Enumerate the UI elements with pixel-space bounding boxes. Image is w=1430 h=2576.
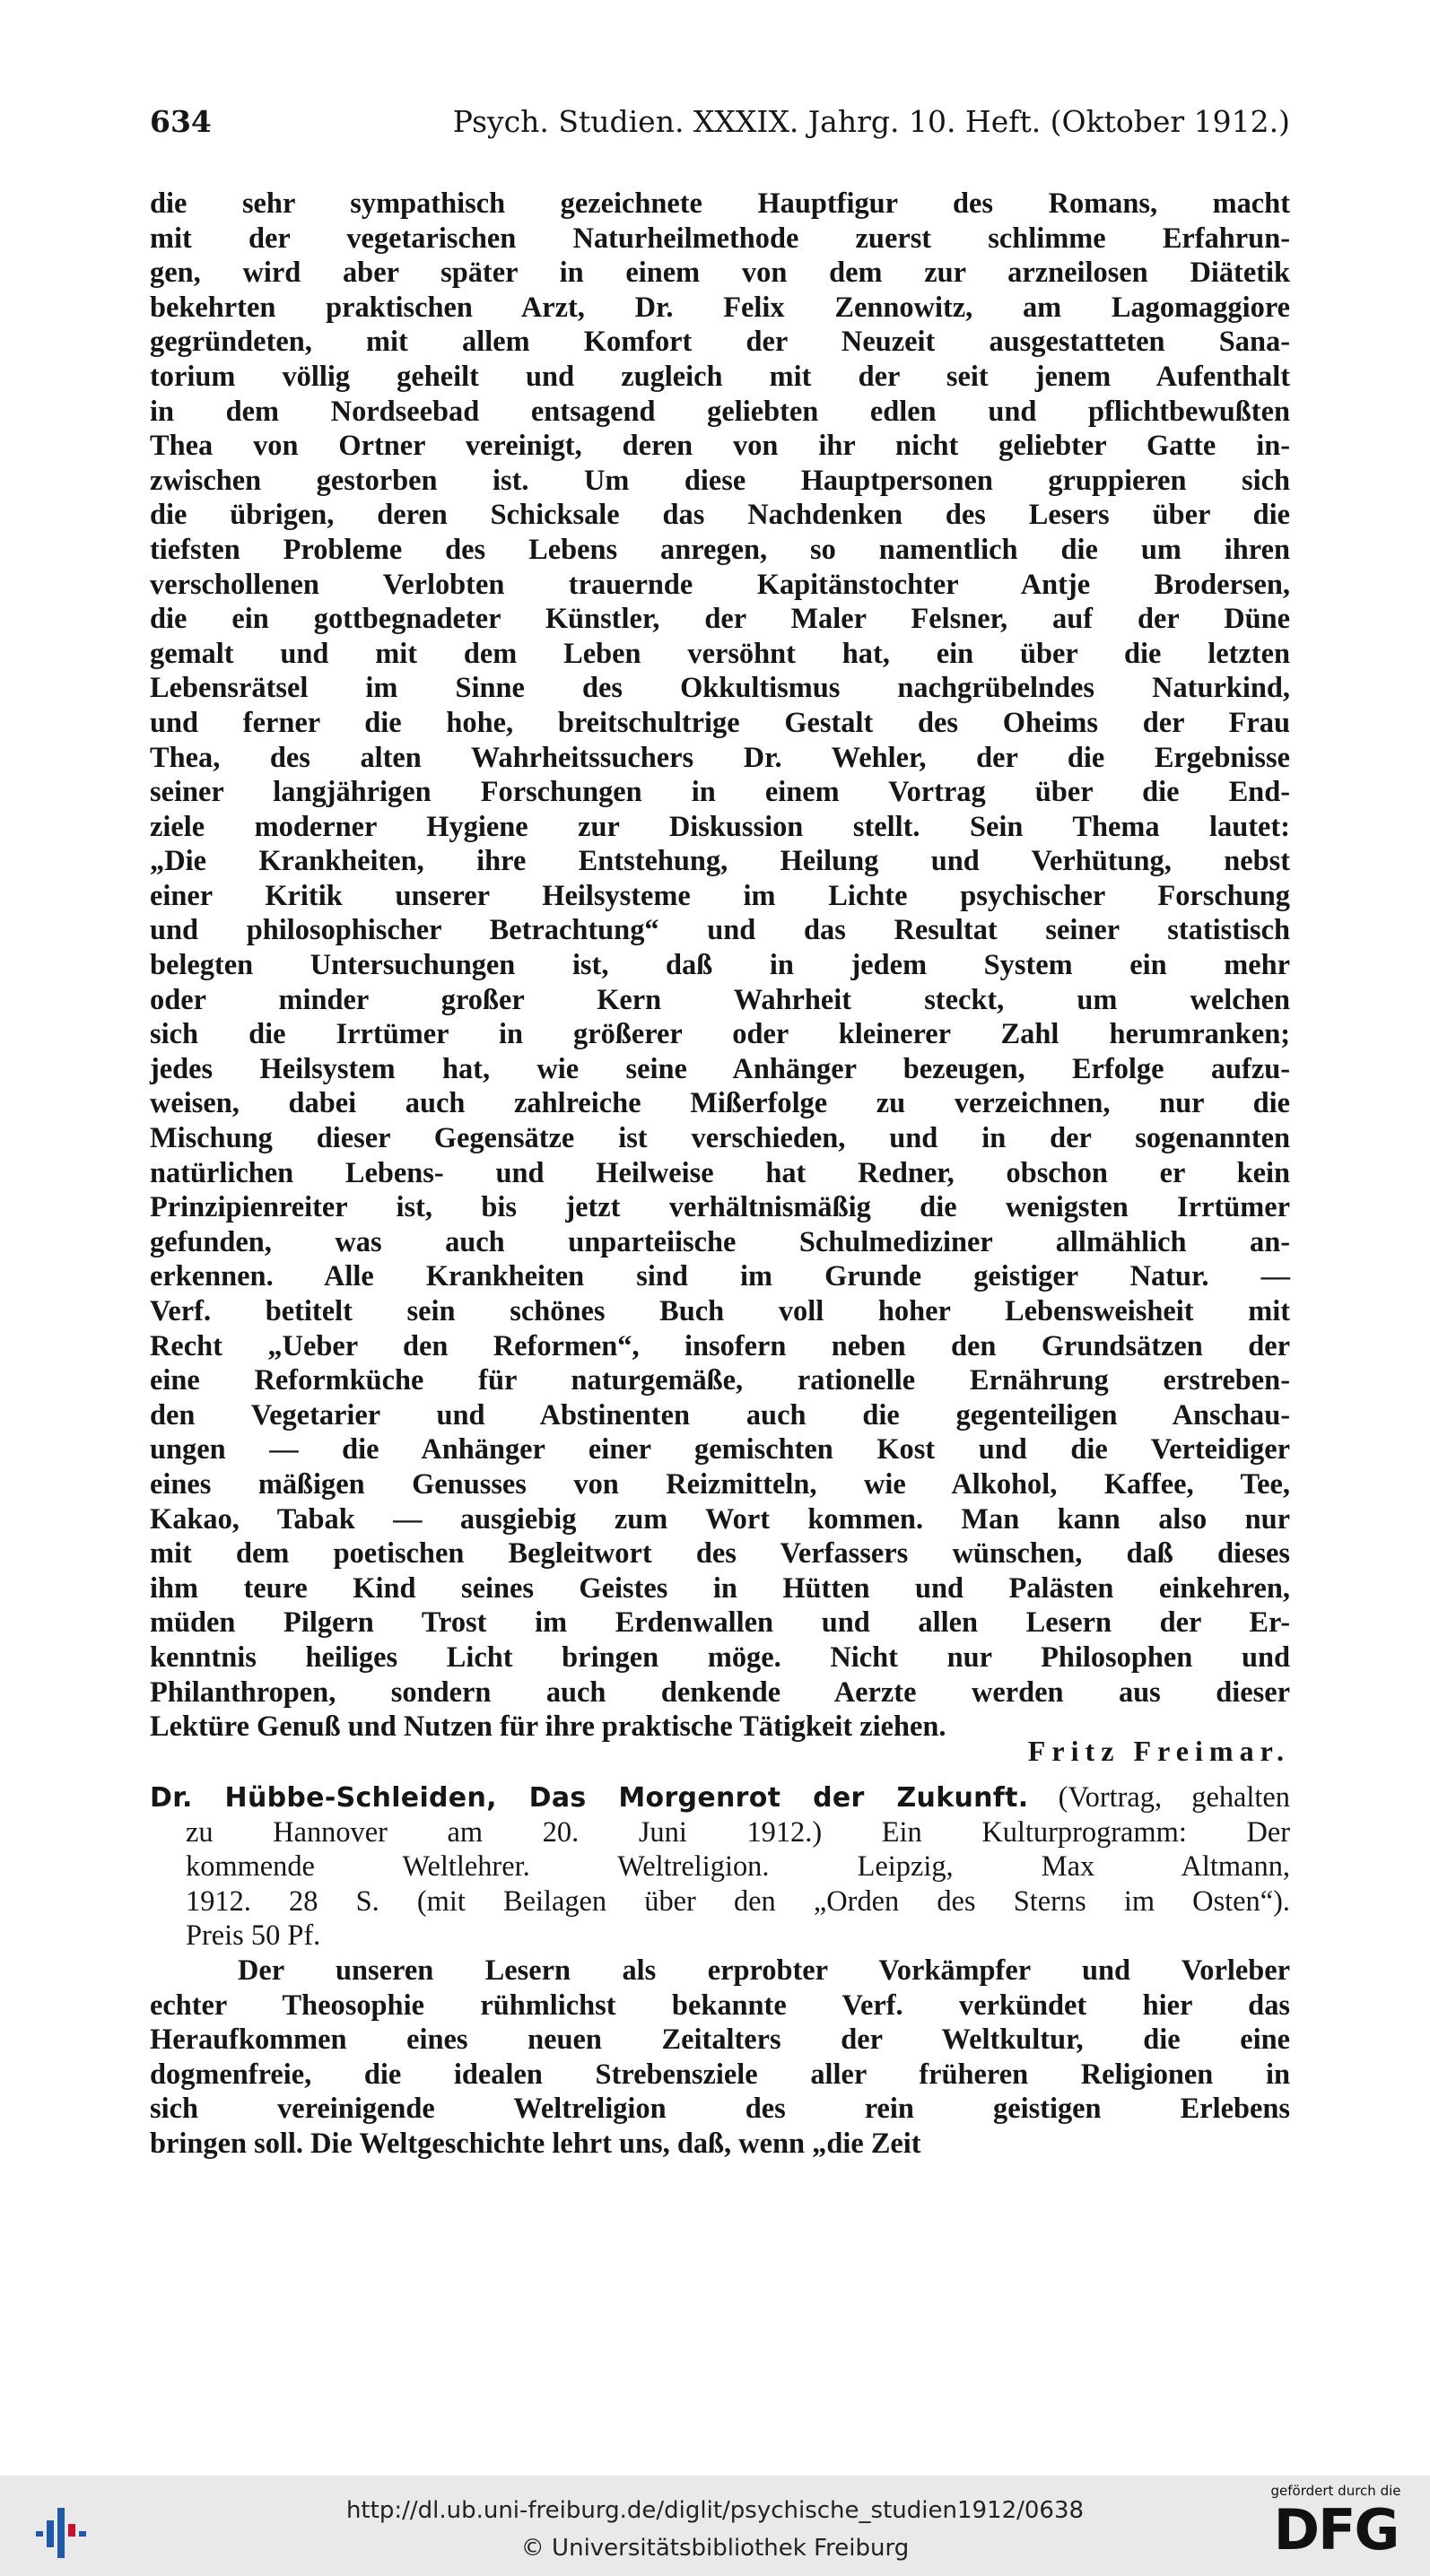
text-line: Recht „Ueber den Reformen“, insofern neben den Grundsätzen der (150, 1329, 1290, 1362)
text-line: zu Hannover am 20. Juni 1912.) Ein Kulturprogramm: Der (186, 1815, 1290, 1849)
text-line: in dem Nordseebad entsagend geliebten edlen und pflichtbewußten (150, 395, 1290, 428)
running-header (150, 104, 1290, 139)
citation (150, 1815, 1290, 1954)
text-line: und philosophischer Betrachtung“ und das Resultat seiner statistisch (150, 914, 1290, 947)
text-line: dogmenfreie, die idealen Strebensziele aller früheren Religionen in (150, 2058, 1290, 2091)
text-line: oder minder großer Kern Wahrheit steckt, um welchen (150, 983, 1290, 1016)
text-line: einer Kritik unserer Heilsysteme im Lichte psychischer Forschung (150, 879, 1290, 912)
text-line: den Vegetarier und Abstinenten auch die gegenteiligen Anschau- (150, 1398, 1290, 1432)
dfg-funding-note: gefördert durch die (1270, 2483, 1401, 2499)
text-line: 1912. 28 S. (mit Beilagen über den „Orden des Sterns im Osten“). (186, 1884, 1290, 1918)
text-line: Thea, des alten Wahrheitssuchers Dr. Wehler, der die Ergebnisse (150, 741, 1290, 774)
text-line: gefunden, was auch unparteiische Schulmediziner allmählich an- (150, 1225, 1290, 1258)
text-line: die übrigen, deren Schicksale das Nachdenken des Lesers über die (150, 499, 1290, 532)
text-line: gemalt und mit dem Leben versöhnt hat, ein über die letzten (150, 637, 1290, 670)
text-line: echter Theosophie rühmlichst bekannte Verf. verkündet hier das (150, 1989, 1290, 2022)
text-line: Kakao, Tabak — ausgiebig zum Wort kommen. Man kann also nur (150, 1502, 1290, 1536)
text-line: belegten Untersuchungen ist, daß in jedem System ein mehr (150, 949, 1290, 982)
text-line: eines mäßigen Genusses von Reizmitteln, wie Alkohol, Kaffee, Tee, (150, 1467, 1290, 1501)
text-line: Heraufkommen eines neuen Zeitalters der Weltkultur, die eine (150, 2023, 1290, 2057)
page-number: 634 (150, 104, 212, 139)
text-line: müden Pilgern Trost im Erdenwallen und allen Lesern der Er- (150, 1606, 1290, 1640)
footer-copyright: © Universitätsbibliothek Freiburg (520, 2535, 910, 2562)
text-line: kommende Weltlehrer. Weltreligion. Leipzig, Max Altmann, (186, 1850, 1290, 1884)
text-line: torium völlig geheilt und zugleich mit der seit jenem Aufenthalt (150, 360, 1290, 393)
running-title: Psych. Studien. XXXIX. Jahrg. 10. Heft. (Oktober 1912.) (452, 104, 1290, 139)
text-line: Preis 50 Pf. (186, 1919, 321, 1953)
review-hubbe-schleiden (150, 1780, 1290, 2162)
text-line: Der unseren Lesern als erprobter Vorkämpfer und Vorleber (238, 1954, 1290, 1987)
citation-first: (Vortrag, gehalten (1058, 1781, 1291, 1814)
review-continuation (150, 187, 1290, 1745)
text-line: Philanthropen, sondern auch denkende Aerzte werden aus dieser (150, 1675, 1290, 1709)
dfg-logo (1260, 2483, 1412, 2572)
text-line: Lebensrätsel im Sinne des Okkultismus nachgrübelndes Naturkind, (150, 672, 1290, 705)
text-line: bekehrten praktischen Arzt, Dr. Felix Zennowitz, am Lagomaggiore (150, 291, 1290, 324)
footer-url[interactable]: http://dl.ub.uni-freiburg.de/diglit/psychische_studien1912/0638 (345, 2497, 1085, 2524)
text-line: „Die Krankheiten, ihre Entstehung, Heilung und Verhütung, nebst (150, 845, 1290, 878)
text-line: erkennen. Alle Krankheiten sind im Grunde geistiger Natur. — (150, 1260, 1290, 1293)
dfg-wordmark: DFG (1273, 2497, 1399, 2563)
text-line: ihm teure Kind seines Geistes in Hütten und Palästen einkehren, (150, 1571, 1290, 1605)
review-body (150, 1954, 1290, 2162)
text-line: weisen, dabei auch zahlreiche Mißerfolge zu verzeichnen, nur die (150, 1087, 1290, 1120)
text-line: seiner langjährigen Forschungen in einem Vortrag über die End- (150, 776, 1290, 809)
text-line: ziele moderner Hygiene zur Diskussion stellt. Sein Thema lautet: (150, 810, 1290, 843)
text-line: und ferner die hohe, breitschultrige Gestalt des Oheims der Frau (150, 706, 1290, 739)
text-line: gen, wird aber später in einem von dem zur arzneilosen Diätetik (150, 257, 1290, 290)
text-line: mit dem poetischen Begleitwort des Verfassers wünschen, daß dieses (150, 1537, 1290, 1571)
footer-bar (0, 2476, 1430, 2576)
text-line: Prinzipienreiter ist, bis jetzt verhältnismäßig die wenigsten Irrtümer (150, 1191, 1290, 1224)
text-line: die sehr sympathisch gezeichnete Hauptfigur des Romans, macht (150, 187, 1290, 220)
text-line: zwischen gestorben ist. Um diese Hauptpersonen gruppieren sich (150, 464, 1290, 497)
text-line: verschollenen Verlobten trauernde Kapitänstochter Antje Brodersen, (150, 568, 1290, 601)
text-line: natürlichen Lebens- und Heilweise hat Redner, obschon er kein (150, 1156, 1290, 1189)
text-line: Verf. betitelt sein schönes Buch voll hoher Lebensweisheit mit (150, 1295, 1290, 1327)
text-line: kenntnis heiliges Licht bringen möge. Nicht nur Philosophen und (150, 1640, 1290, 1674)
text-line: Lektüre Genuß und Nutzen für ihre praktische Tätigkeit ziehen. (150, 1710, 946, 1744)
text-line: sich die Irrtümer in größerer oder kleinerer Zahl herumranken; (150, 1018, 1290, 1051)
text-line: eine Reformküche für naturgemäße, rationelle Ernährung erstreben- (150, 1364, 1290, 1397)
text-line: Mischung dieser Gegensätze ist verschieden, und in der sogenannten (150, 1122, 1290, 1155)
text-line: gegründeten, mit allem Komfort der Neuzeit ausgestatteten Sana- (150, 326, 1290, 359)
text-line: tiefsten Probleme des Lebens anregen, so namentlich die um ihren (150, 533, 1290, 566)
text-line: sich vereinigende Weltreligion des rein geistigen Erlebens (150, 2093, 1290, 2126)
text-line: bringen soll. Die Weltgeschichte lehrt uns, daß, wenn „die Zeit (150, 2127, 921, 2160)
text-line: ungen — die Anhänger einer gemischten Kost und die Verteidiger (150, 1433, 1290, 1466)
review-signature: Fritz Freimar. (1027, 1735, 1290, 1767)
text-line: die ein gottbegnadeter Künstler, der Maler Felsner, auf der Düne (150, 603, 1290, 636)
text-line: mit der vegetarischen Naturheilmethode zuerst schlimme Erfahrun- (150, 222, 1290, 255)
text-line: jedes Heilsystem hat, wie seine Anhänger bezeugen, Erfolge aufzu- (150, 1052, 1290, 1085)
review-title: Dr. Hübbe-Schleiden, Das Morgenrot der Zukunft. (150, 1782, 1029, 1814)
text-line: Thea von Ortner vereinigt, deren von ihr nicht geliebter Gatte in- (150, 430, 1290, 463)
review-title-line (150, 1780, 1290, 1815)
